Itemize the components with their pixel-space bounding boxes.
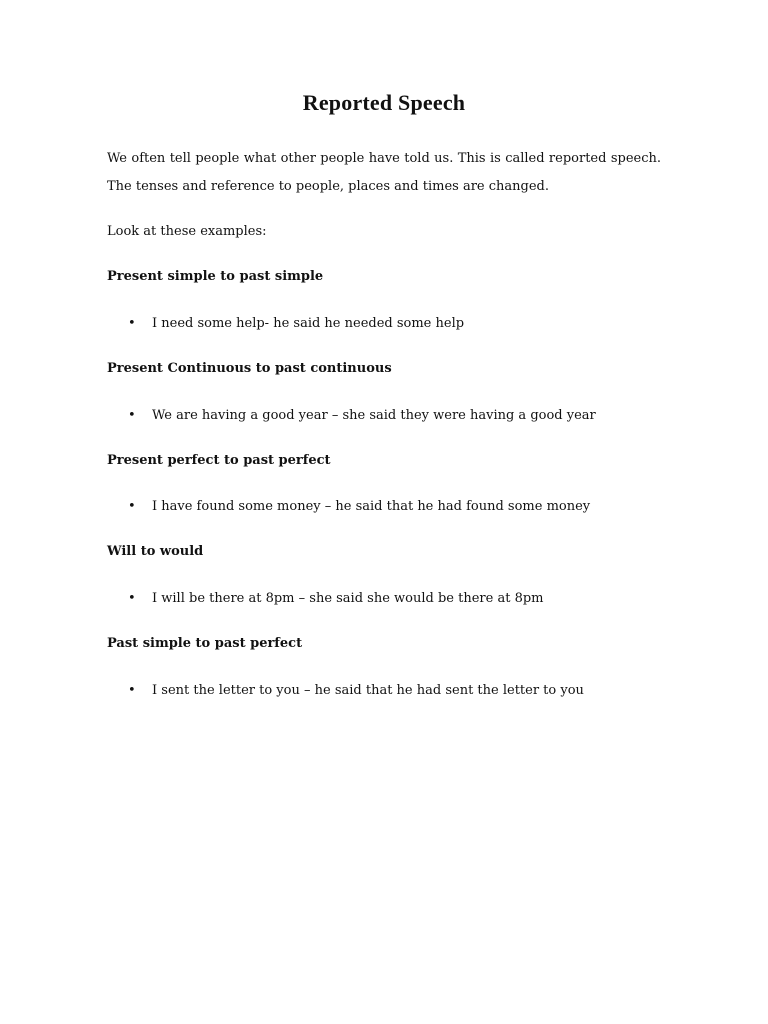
bullet-icon: • <box>128 408 136 423</box>
bullet-icon: • <box>128 683 136 698</box>
intro-line-1: We often tell people what other people have told us. This is called reported speech. <box>107 151 661 166</box>
bullet-icon: • <box>128 316 136 331</box>
section-heading: Present simple to past simple <box>107 269 324 284</box>
section-heading: Past simple to past perfect <box>107 636 303 651</box>
intro-line-2: The tenses and reference to people, places and times are changed. <box>107 179 549 194</box>
list-item <box>128 683 584 698</box>
example-text: We are having a good year – she said they were having a good year <box>152 408 596 423</box>
example-text: I have found some money – he said that he had found some money <box>152 499 591 514</box>
list-item <box>128 499 590 514</box>
page-title: Reported Speech <box>302 90 466 115</box>
example-text: I will be there at 8pm – she said she would be there at 8pm <box>152 591 544 606</box>
bullet-icon: • <box>128 499 136 514</box>
list-item <box>128 408 596 423</box>
example-text: I need some help- he said he needed some help <box>152 316 465 331</box>
examples-intro: Look at these examples: <box>107 224 267 239</box>
bullet-icon: • <box>128 591 136 606</box>
example-text: I sent the letter to you – he said that he had sent the letter to you <box>152 683 584 698</box>
list-item <box>128 591 544 606</box>
section-heading: Will to would <box>107 544 204 559</box>
section-heading: Present Continuous to past continuous <box>107 361 392 376</box>
section-heading: Present perfect to past perfect <box>107 453 331 468</box>
list-item <box>128 316 464 331</box>
